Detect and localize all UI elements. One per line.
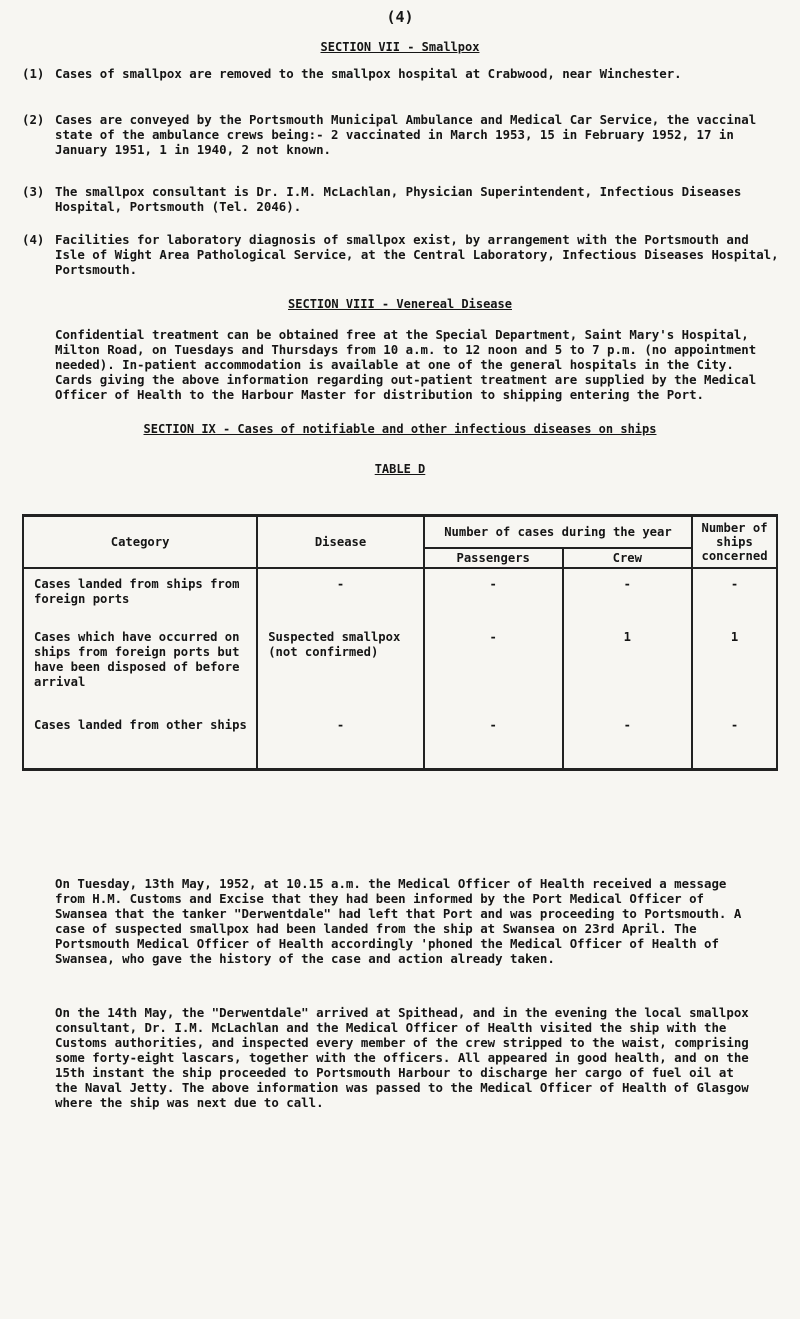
section-8-heading: SECTION VIII - Venereal Disease <box>288 297 512 311</box>
cell-crew: - <box>563 710 693 770</box>
cell-ships: - <box>692 710 777 770</box>
cell-crew: 1 <box>563 622 693 710</box>
header-number-cases: Number of cases during the year <box>424 516 692 549</box>
table-row <box>23 622 777 710</box>
item-number: (1) <box>22 66 45 81</box>
section-8-text: Confidential treatment can be obtained free at the Special Department, Saint Mary's Hospital, Milton Road, on Tuesdays and Thursdays from 10 a.m. to 12 noon and 5 to 7 p.m. (no appointment needed). In-patient accommodation is available at one of the general hospitals in the City. Cards giving the above information regarding out-patient treatment are supplied by the Medical Officer of Health to the Harbour Master for distribution to shipping entering the Port. <box>55 327 757 402</box>
header-crew: Crew <box>563 548 693 568</box>
item-number: (4) <box>22 232 45 247</box>
item-text: Cases of smallpox are removed to the smallpox hospital at Crabwood, near Winchester. <box>55 66 682 81</box>
header-number-ships: Number of ships concerned <box>692 516 777 569</box>
narrative-paragraph-2: On the 14th May, the "Derwentdale" arrived at Spithead, and in the evening the local smallpox consultant, Dr. I.M. McLachlan and the Medical Officer of Health visited the ship with the Customs authorities, and inspected every member of the crew stripped to the waist, comprising some forty-eight lascars, together with the officers. All appeared in good health, and on the 15th instant the ship proceeded to Portsmouth Harbour to discharge her cargo of fuel oil at the Naval Jetty. The above information was passed to the Medical Officer of Health of Glasgow where the ship was next due to call. <box>55 1005 749 1110</box>
cell-ships: 1 <box>692 622 777 710</box>
cell-passengers: - <box>424 568 563 622</box>
item-text: The smallpox consultant is Dr. I.M. McLachlan, Physician Superintendent, Infectious Diseases Hospital, Portsmouth (Tel. 2046). <box>55 184 742 214</box>
cell-category: Cases landed from ships from foreign ports <box>23 568 257 622</box>
list-item <box>22 184 782 214</box>
header-category: Category <box>23 516 257 569</box>
list-item <box>22 112 782 157</box>
table-title: TABLE D <box>374 462 426 476</box>
list-item <box>22 66 782 81</box>
cell-passengers: - <box>424 710 563 770</box>
narrative-paragraph-1: On Tuesday, 13th May, 1952, at 10.15 a.m. the Medical Officer of Health received a message from H.M. Customs and Excise that they had been informed by the Port Medical Officer of Swansea that the tanker "Derwentdale" had left that Port and was proceeding to Portsmouth. A case of suspected smallpox had been landed from the ship at Swansea on 23rd April. The Portsmouth Medical Officer of Health accordingly 'phoned the Medical Officer of Health of Swansea, who gave the history of the case and action already taken. <box>55 876 742 966</box>
cell-disease: - <box>257 568 424 622</box>
item-text: Cases are conveyed by the Portsmouth Municipal Ambulance and Medical Car Service, the vaccinal state of the ambulance crews being:- 2 vaccinated in March 1953, 15 in February 1952, 17 in January 1951, 1 in 1940, 2 not known. <box>55 112 757 157</box>
section-7-heading: SECTION VII - Smallpox <box>320 40 480 54</box>
item-text: Facilities for laboratory diagnosis of smallpox exist, by arrangement with the Portsmouth and Isle of Wight Area Pathological Service, at the Central Laboratory, Infectious Diseases Hospital, Portsmouth. <box>55 232 779 277</box>
cell-crew: - <box>563 568 693 622</box>
section-9-heading: SECTION IX - Cases of notifiable and other infectious diseases on ships <box>143 422 657 436</box>
item-number: (3) <box>22 184 45 199</box>
table-d <box>22 514 778 771</box>
cell-disease: Suspected smallpox (not confirmed) <box>257 622 424 710</box>
item-number: (2) <box>22 112 45 127</box>
table-row <box>23 710 777 770</box>
cell-disease: - <box>257 710 424 770</box>
header-passengers: Passengers <box>424 548 563 568</box>
page-number: (4) <box>386 8 414 26</box>
cell-category: Cases landed from other ships <box>23 710 257 770</box>
list-item <box>22 232 782 277</box>
table-row <box>23 568 777 622</box>
cell-category: Cases which have occurred on ships from foreign ports but have been disposed of before arrival <box>23 622 257 710</box>
cell-ships: - <box>692 568 777 622</box>
header-disease: Disease <box>257 516 424 569</box>
cell-passengers: - <box>424 622 563 710</box>
cases-table <box>22 514 778 771</box>
